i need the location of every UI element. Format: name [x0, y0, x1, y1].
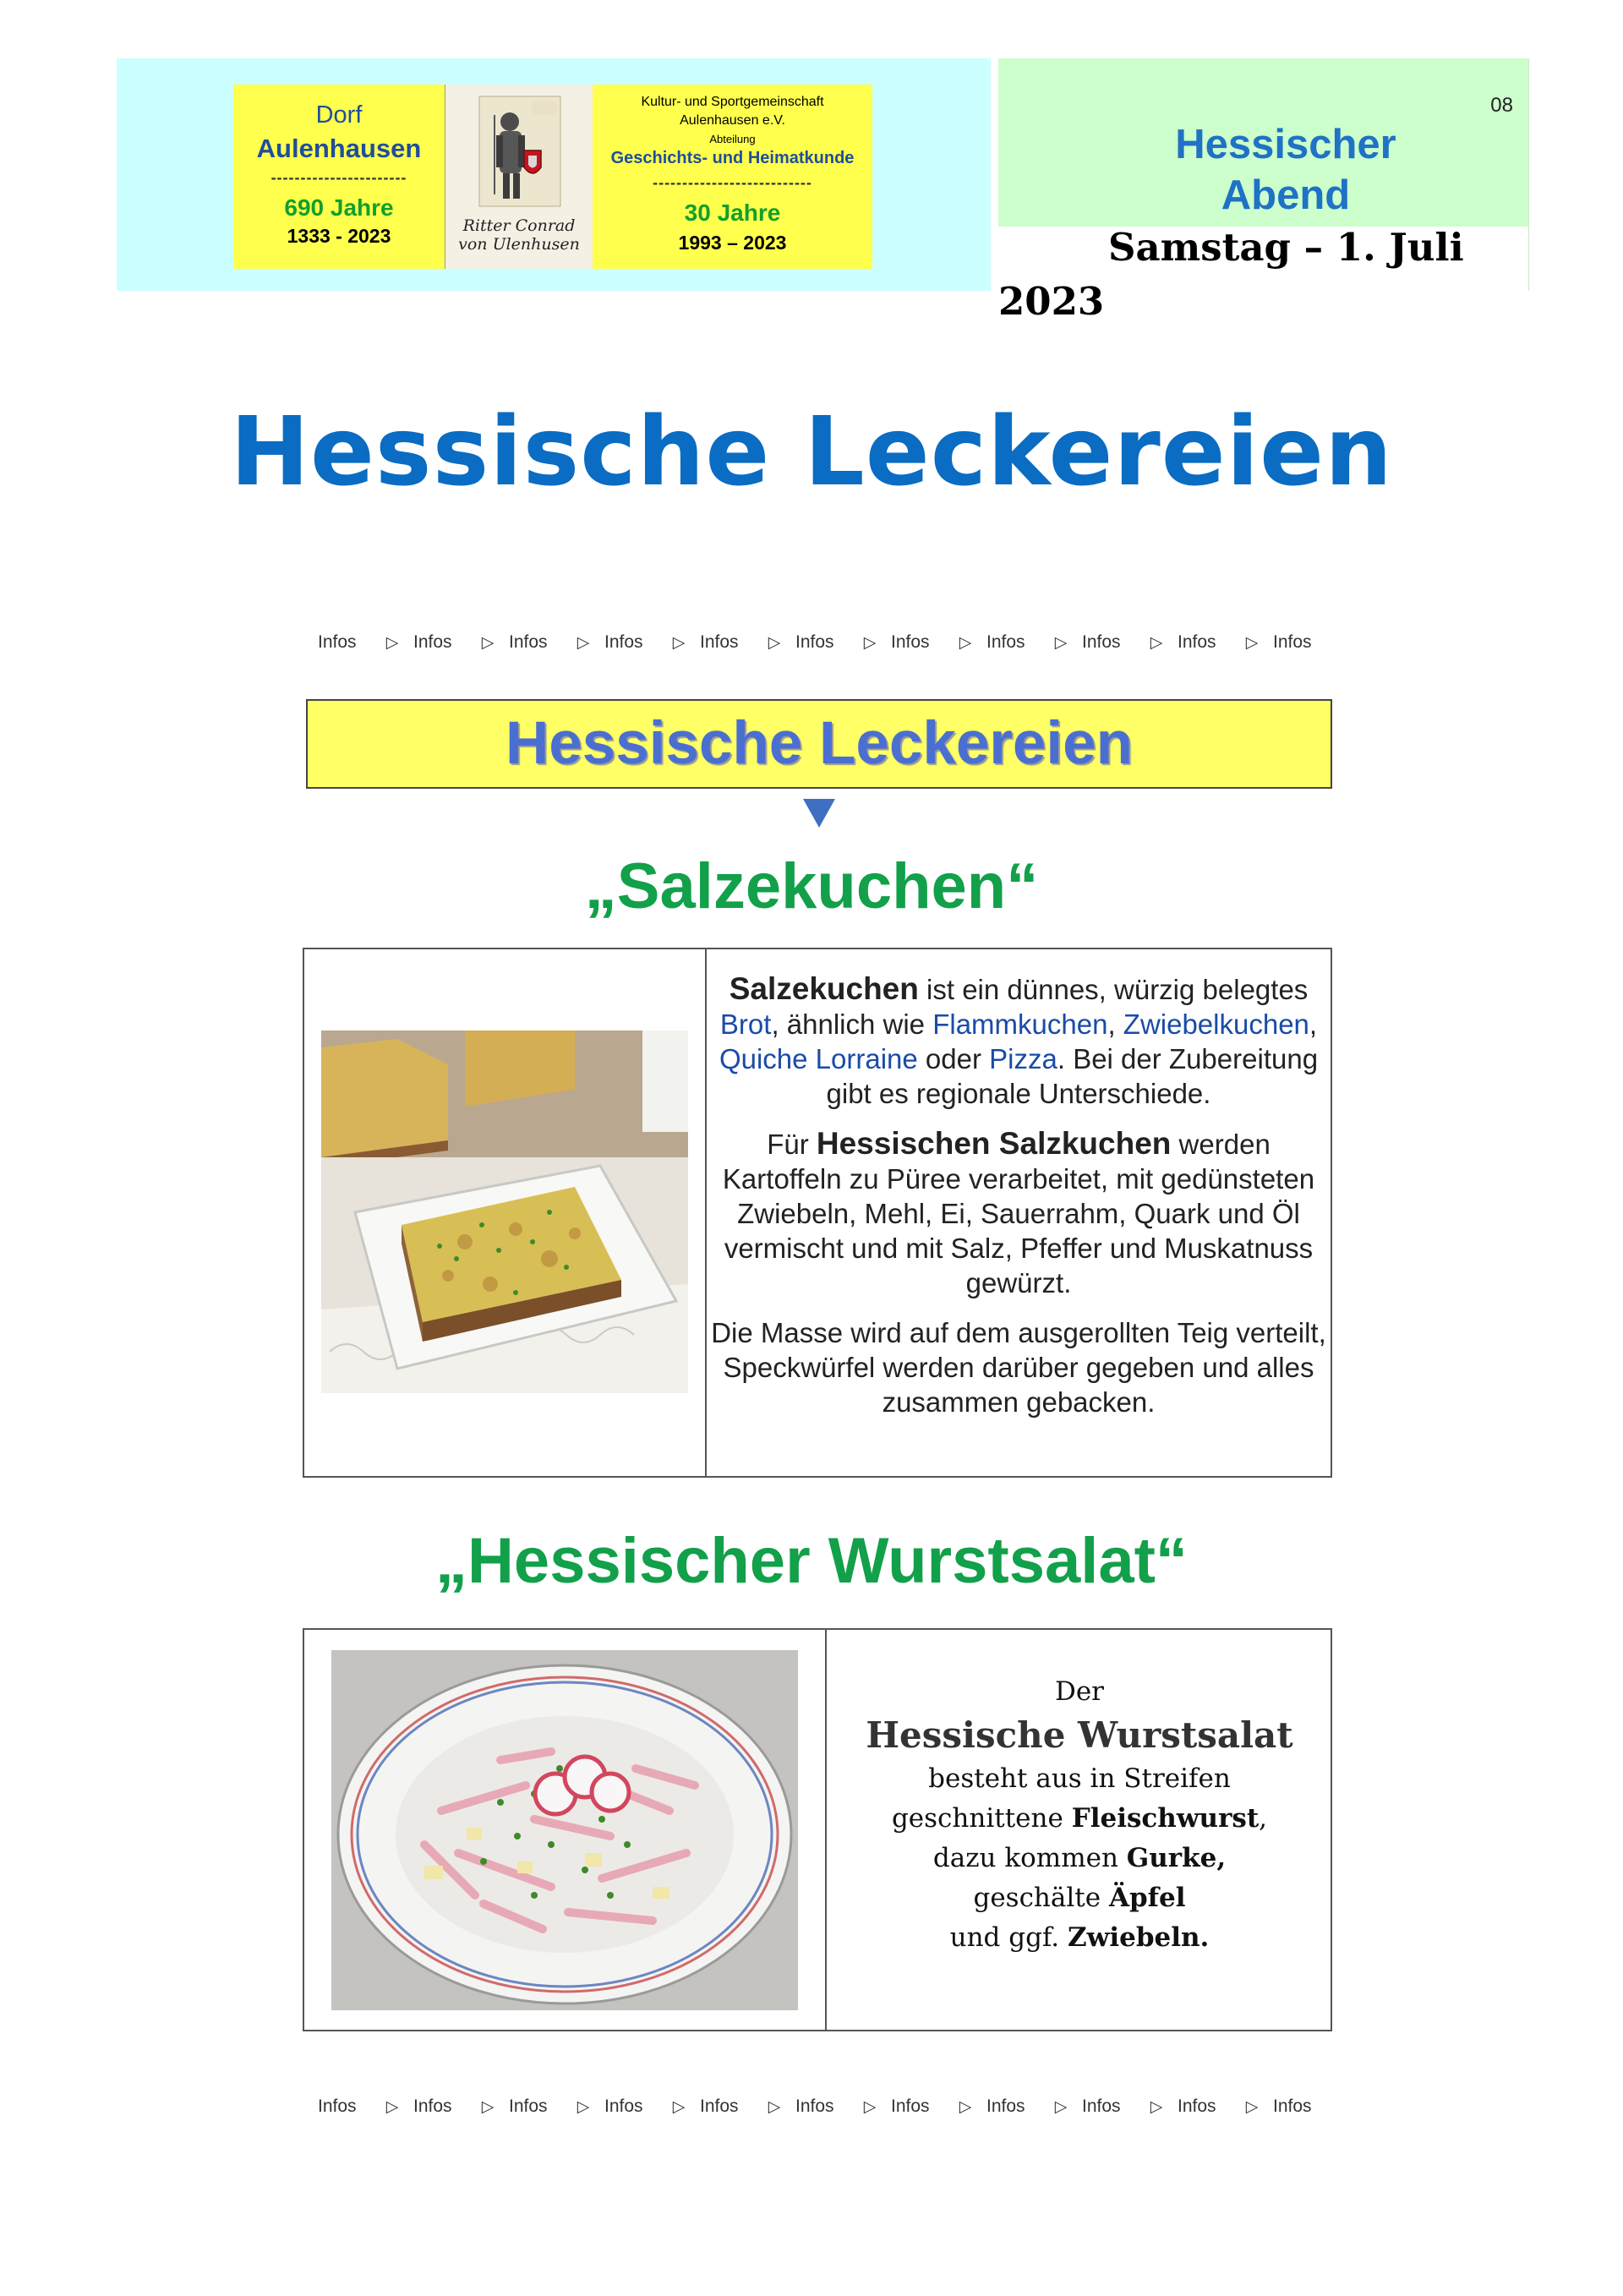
- info-link[interactable]: Infos: [1178, 2096, 1216, 2116]
- arrow-right-icon: ▷: [385, 633, 399, 652]
- logo-dorf: Dorf: [315, 101, 363, 128]
- logo-village-name: Aulenhausen: [256, 134, 422, 163]
- text: ,: [1107, 1009, 1123, 1040]
- info-link[interactable]: Infos: [986, 2096, 1025, 2116]
- text: ,: [1259, 1803, 1268, 1834]
- arrow-right-icon: ▷: [959, 633, 972, 652]
- triangle-down-icon: [803, 799, 835, 828]
- arrow-right-icon: ▷: [1245, 633, 1259, 652]
- logo-village-years: 1333 - 2023: [287, 225, 391, 247]
- wurstsalat-line-5: [828, 1878, 1331, 1918]
- text: Für: [767, 1129, 817, 1160]
- page-title: Hessische Leckereien: [230, 397, 1393, 507]
- event-title: [998, 119, 1573, 221]
- arrow-right-icon: ▷: [672, 633, 686, 652]
- arrow-right-icon: ▷: [1150, 2097, 1163, 2116]
- info-link[interactable]: Infos: [795, 2096, 834, 2116]
- arrow-right-icon: ▷: [1245, 2097, 1259, 2116]
- salzekuchen-paragraph-1: [710, 971, 1327, 1111]
- logo-club-divider: ---------------------------: [653, 174, 812, 191]
- logo-divider: -----------------------: [270, 169, 407, 186]
- text: geschnittene: [891, 1803, 1072, 1834]
- link-flammkuchen[interactable]: Flammkuchen: [932, 1009, 1108, 1040]
- info-link[interactable]: Infos: [1178, 632, 1216, 652]
- event-title-line2: Abend: [1221, 172, 1351, 218]
- page-number: 08: [1490, 94, 1513, 117]
- info-link[interactable]: Infos: [509, 632, 548, 652]
- arrow-right-icon: ▷: [768, 633, 781, 652]
- info-link[interactable]: Infos: [986, 632, 1025, 652]
- salzekuchen-paragraph-3: Die Masse wird auf dem ausgerollten Teig verteilt, Speckwürfel werden darüber gegeben und alles zusammen gebacken.: [711, 1317, 1326, 1418]
- logo-club-panel: [593, 85, 872, 269]
- salzekuchen-description: [710, 971, 1327, 1435]
- arrow-right-icon: ▷: [481, 633, 495, 652]
- card-divider: [705, 949, 707, 1476]
- wurstsalat-line-2: besteht aus in Streifen: [928, 1763, 1231, 1794]
- text: geschälte: [973, 1883, 1109, 1913]
- logo: [233, 85, 872, 269]
- logo-knight-panel: [445, 85, 593, 269]
- text: und ggf.: [949, 1922, 1068, 1953]
- text: ,: [1309, 1009, 1318, 1040]
- salzekuchen-term: Salzekuchen: [729, 971, 919, 1006]
- ingredient-fleischwurst: Fleischwurst: [1071, 1803, 1260, 1834]
- arrow-right-icon: ▷: [672, 2097, 686, 2116]
- wurstsalat-line-4: [828, 1839, 1331, 1878]
- card-divider: [825, 1630, 827, 2030]
- wurstsalat-line-3: [828, 1799, 1331, 1839]
- text: ist ein dünnes, würzig belegtes: [918, 974, 1309, 1005]
- dish-title-wurstsalat: „Hessischer Wurstsalat“: [435, 1525, 1188, 1597]
- info-link[interactable]: Infos: [1082, 2096, 1121, 2116]
- section-banner: [306, 699, 1332, 789]
- wurstsalat-description: [828, 1672, 1331, 1958]
- logo-village-anniversary: 690 Jahre: [284, 194, 394, 221]
- text: werden Kartoffeln zu Püree verarbeitet, mit gedünsteten Zwiebeln, Mehl, Ei, Sauerrahm, Quark und Öl vermischt und mit Salz, Pfeffer und Muskatnuss gewürzt.: [722, 1129, 1315, 1298]
- text: oder: [917, 1043, 990, 1074]
- arrow-right-icon: ▷: [959, 2097, 972, 2116]
- info-link[interactable]: Infos: [1082, 632, 1121, 652]
- info-link[interactable]: Infos: [413, 632, 452, 652]
- wurstsalat-photo: [331, 1650, 798, 2010]
- text: dazu kommen: [932, 1843, 1127, 1873]
- text: , ähnlich wie: [771, 1009, 933, 1040]
- logo-club-name: Kultur- und Sportgemeinschaft: [641, 95, 824, 109]
- wurstsalat-heading: Hessische Wurstsalat: [866, 1714, 1293, 1756]
- text: . Bei der Zubereitung gibt es regionale Unterschiede.: [826, 1043, 1319, 1109]
- salzekuchen-paragraph-2: [710, 1126, 1327, 1300]
- salzekuchen-photo: [321, 1030, 688, 1393]
- arrow-right-icon: ▷: [385, 2097, 399, 2116]
- logo-club-years: 1993 – 2023: [678, 232, 787, 254]
- logo-club-department-label: Abteilung: [709, 133, 756, 145]
- info-strip-bottom: [318, 2094, 1332, 2119]
- info-link[interactable]: Infos: [1273, 2096, 1312, 2116]
- event-title-box: [998, 58, 1528, 227]
- event-date: Samstag – 1. Juli 2023: [998, 225, 1464, 324]
- info-link[interactable]: Infos: [700, 632, 739, 652]
- section-banner-title: Hessische Leckereien: [505, 710, 1134, 777]
- event-title-line1: Hessischer: [1175, 122, 1396, 167]
- info-link[interactable]: Infos: [604, 632, 643, 652]
- knight-icon: [445, 85, 593, 211]
- logo-club-place: Aulenhausen e.V.: [680, 113, 785, 128]
- dish-card-wurstsalat: [303, 1628, 1332, 2031]
- wurstsalat-line-1: Der: [1054, 1676, 1105, 1707]
- arrow-right-icon: ▷: [863, 2097, 877, 2116]
- info-strip-top: [318, 630, 1332, 655]
- arrow-right-icon: ▷: [1054, 2097, 1068, 2116]
- ingredient-gurke: Gurke,: [1126, 1843, 1227, 1873]
- arrow-right-icon: ▷: [863, 633, 877, 652]
- ingredient-zwiebeln: Zwiebeln.: [1068, 1922, 1210, 1953]
- wurstsalat-line-6: [828, 1918, 1331, 1958]
- arrow-right-icon: ▷: [768, 2097, 781, 2116]
- header-event-panel: [998, 58, 1529, 324]
- dish-title-salzekuchen: „Salzekuchen“: [584, 850, 1039, 922]
- info-link[interactable]: Infos: [1273, 632, 1312, 652]
- link-zwiebelkuchen[interactable]: Zwiebelkuchen: [1123, 1009, 1309, 1040]
- info-link[interactable]: Infos: [795, 632, 834, 652]
- dish-card-salzekuchen: [303, 948, 1332, 1478]
- arrow-right-icon: ▷: [577, 633, 590, 652]
- info-link[interactable]: Infos: [604, 2096, 643, 2116]
- logo-village-panel: [233, 85, 445, 269]
- info-link[interactable]: Infos: [700, 2096, 739, 2116]
- ingredient-aepfel: Äpfel: [1108, 1883, 1186, 1913]
- knight-caption-line1: Ritter Conrad: [462, 216, 576, 235]
- info-link[interactable]: Infos: [891, 632, 930, 652]
- arrow-right-icon: ▷: [577, 2097, 590, 2116]
- info-link[interactable]: Infos: [318, 632, 357, 652]
- logo-club-anniversary: 30 Jahre: [684, 200, 781, 226]
- hessischer-salzkuchen-term: Hessischen Salzkuchen: [816, 1126, 1172, 1161]
- info-link[interactable]: Infos: [318, 2096, 357, 2116]
- info-link[interactable]: Infos: [509, 2096, 548, 2116]
- arrow-right-icon: ▷: [1150, 633, 1163, 652]
- arrow-right-icon: ▷: [481, 2097, 495, 2116]
- arrow-right-icon: ▷: [1054, 633, 1068, 652]
- link-pizza[interactable]: Pizza: [989, 1043, 1057, 1074]
- logo-club-department: Geschichts- und Heimatkunde: [610, 149, 855, 167]
- link-brot[interactable]: Brot: [719, 1009, 772, 1040]
- knight-caption-line2: von Ulenhusen: [458, 235, 580, 254]
- info-link[interactable]: Infos: [413, 2096, 452, 2116]
- info-link[interactable]: Infos: [891, 2096, 930, 2116]
- link-quiche-lorraine[interactable]: Quiche Lorraine: [719, 1043, 918, 1074]
- event-date-box: [998, 221, 1528, 324]
